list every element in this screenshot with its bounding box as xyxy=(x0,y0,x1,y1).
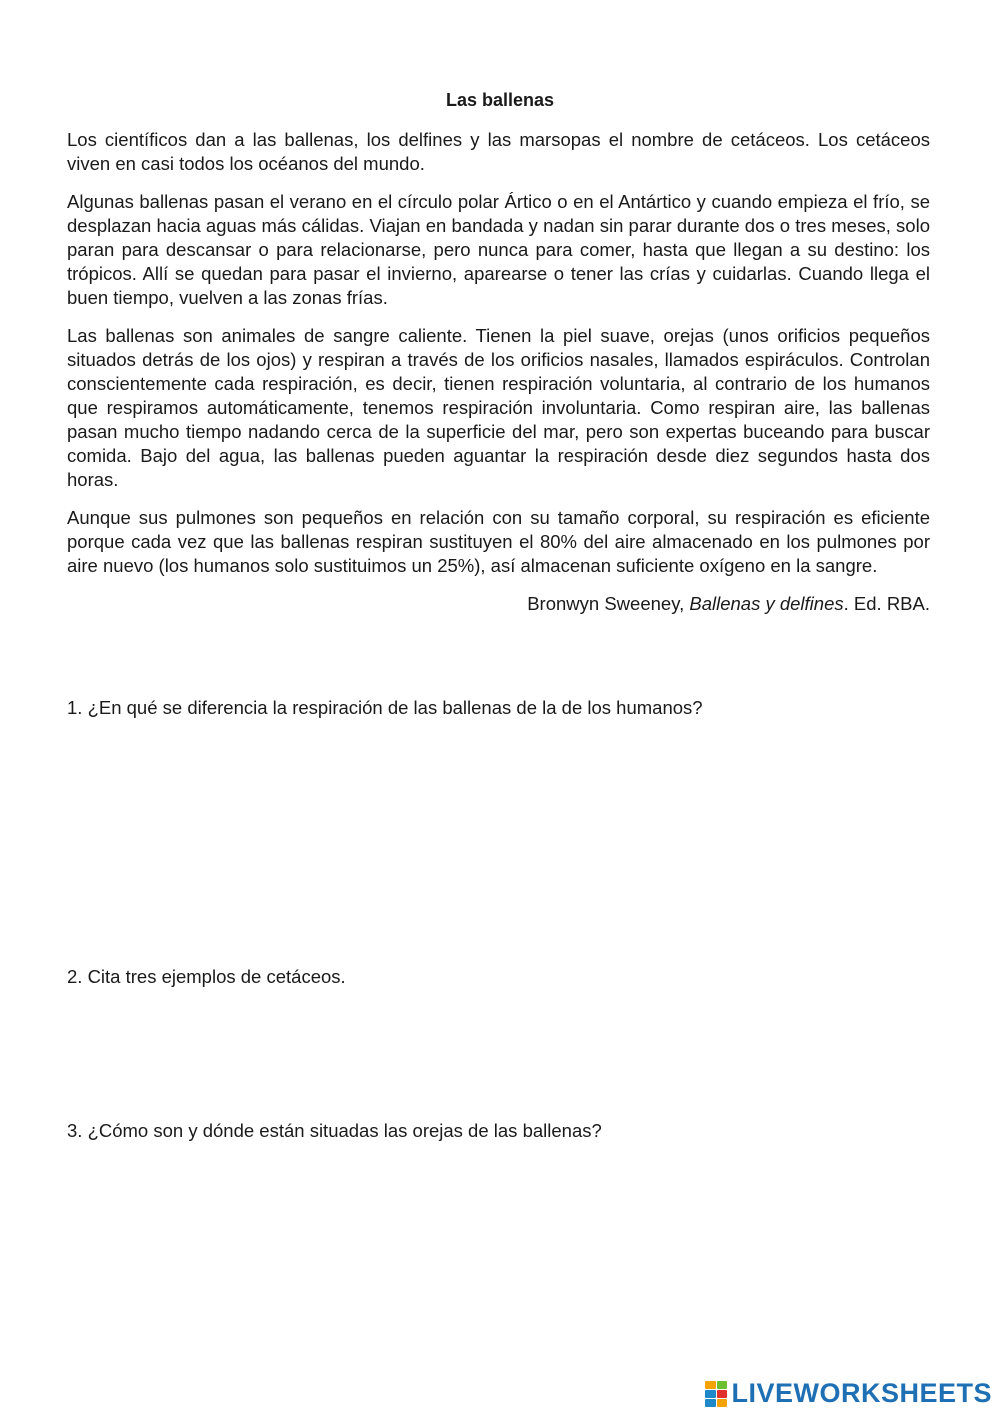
question-1: 1. ¿En qué se diferencia la respiración de las ballenas de la de los humanos? xyxy=(67,697,703,718)
liveworksheets-logo xyxy=(705,1378,992,1409)
liveworksheets-logo-icon xyxy=(705,1381,727,1407)
question-3: 3. ¿Cómo son y dónde están situadas las orejas de las ballenas? xyxy=(67,1120,602,1141)
citation-book-title: Ballenas y delfines xyxy=(689,593,844,614)
reading-passage xyxy=(67,128,930,616)
paragraph: Algunas ballenas pasan el verano en el círculo polar Ártico o en el Antártico y cuando empieza el frío, se desplazan hacia aguas más cálidas. Viajan en bandada y nadan sin parar durante dos o tres meses, solo paran para descansar o para relacionarse, pero nunca para comer, hasta que llegan a su destino: los trópicos. Allí se quedan para pasar el invierno, aparearse o tener las crías y cuidarlas. Cuando llega el buen tiempo, vuelven a las zonas frías. xyxy=(67,191,930,308)
page-title: Las ballenas xyxy=(445,90,555,110)
paragraph: Las ballenas son animales de sangre caliente. Tienen la piel suave, orejas (unos orificios pequeños situados detrás de los ojos) y respiran a través de los orificios nasales, llamados espiráculos. Controlan conscientemente cada respiración, es decir, tienen respiración voluntaria, al contrario de los humanos que respiramos automáticamente, tenemos respiración involuntaria. Como respiran aire, las ballenas pasan mucho tiempo nadando cerca de la superficie del mar, pero son expertas buceando para buscar comida. Bajo del agua, las ballenas pueden aguantar la respiración desde diez segundos hasta dos horas. xyxy=(67,325,930,490)
source-citation xyxy=(67,592,930,616)
logo-text: LIVEWORKSHEETS xyxy=(731,1378,992,1408)
paragraph: Aunque sus pulmones son pequeños en relación con su tamaño corporal, su respiración es eficiente porque cada vez que las ballenas respiran sustituyen el 80% del aire almacenado en los pulmones por aire nuevo (los humanos solo sustituimos un 25%), así almacenan suficiente oxígeno en la sangre. xyxy=(67,507,930,576)
citation-publisher: . Ed. RBA. xyxy=(843,593,930,614)
citation-author: Bronwyn Sweeney, xyxy=(527,593,690,614)
paragraph: Los científicos dan a las ballenas, los delfines y las marsopas el nombre de cetáceos. Los cetáceos viven en casi todos los océanos del mundo. xyxy=(67,129,930,174)
question-2: 2. Cita tres ejemplos de cetáceos. xyxy=(67,966,346,987)
